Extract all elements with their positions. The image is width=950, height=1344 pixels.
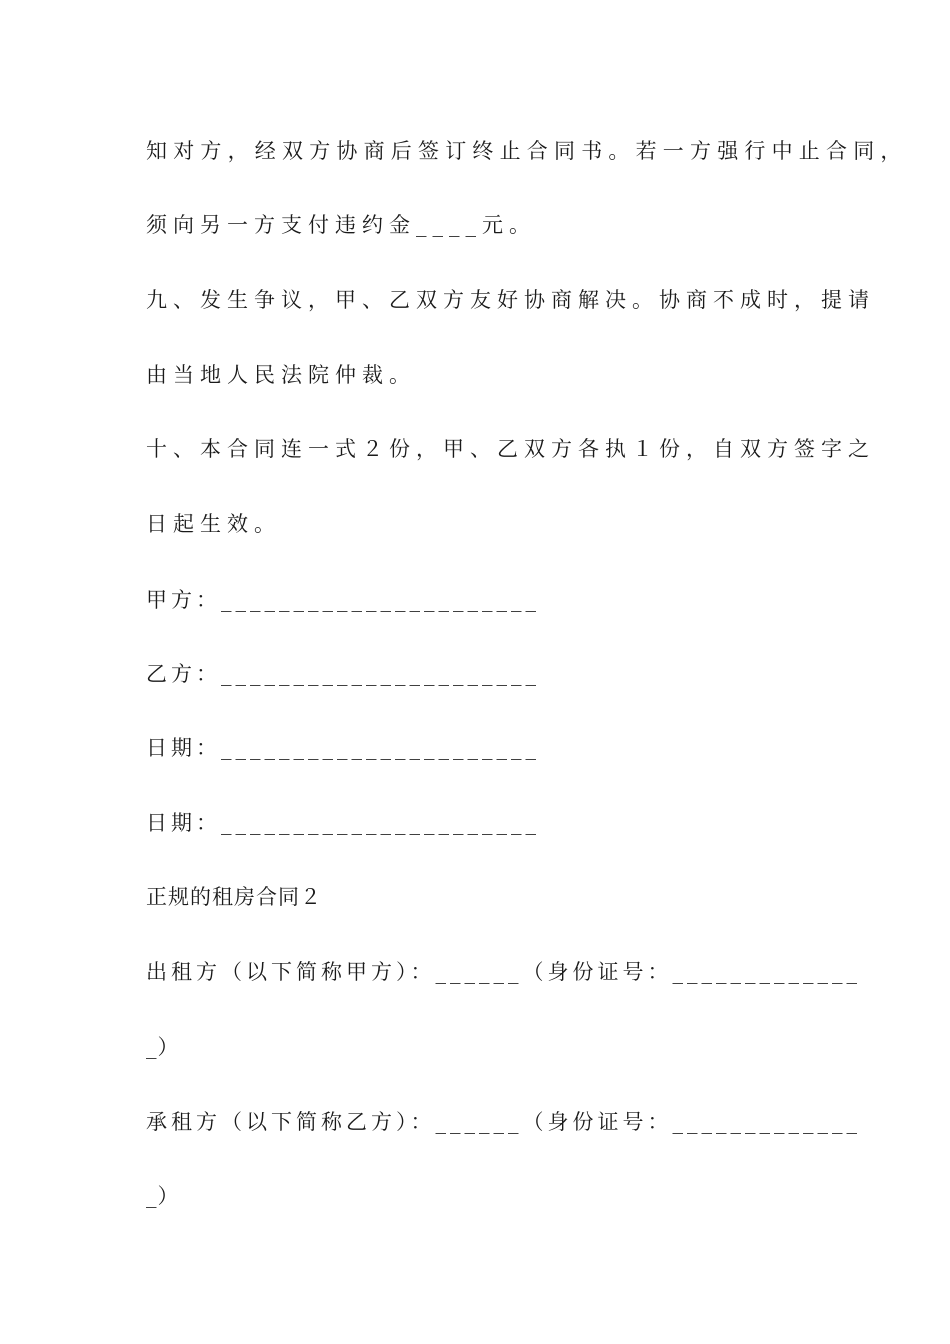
lessor-line-continued: _）	[146, 1035, 180, 1059]
date-line-1: 日期：______________________	[146, 736, 540, 760]
lessee-line-continued: _）	[146, 1184, 180, 1208]
paragraph-line-penalty: 须向另一方支付违约金____元。	[146, 213, 536, 237]
lessee-line: 承租方（以下简称乙方）：______（身份证号：_____________	[146, 1110, 861, 1134]
paragraph-line-termination: 知对方，经双方协商后签订终止合同书。若一方强行中止合同，	[146, 139, 908, 163]
lessor-line: 出租方（以下简称甲方）：______（身份证号：_____________	[146, 960, 861, 984]
party-b-signature-line: 乙方：______________________	[146, 662, 540, 686]
section-title: 正规的租房合同２	[146, 885, 322, 909]
date-line-2: 日期：______________________	[146, 811, 540, 835]
clause-nine-line-2: 由当地人民法院仲裁。	[146, 363, 416, 387]
clause-nine-line-1: 九、发生争议，甲、乙双方友好协商解决。协商不成时，提请	[146, 288, 875, 312]
party-a-signature-line: 甲方：______________________	[146, 588, 540, 612]
clause-ten-line-2: 日起生效。	[146, 512, 281, 536]
clause-ten-line-1: 十、本合同连一式２份，甲、乙双方各执１份，自双方签字之	[146, 437, 875, 461]
